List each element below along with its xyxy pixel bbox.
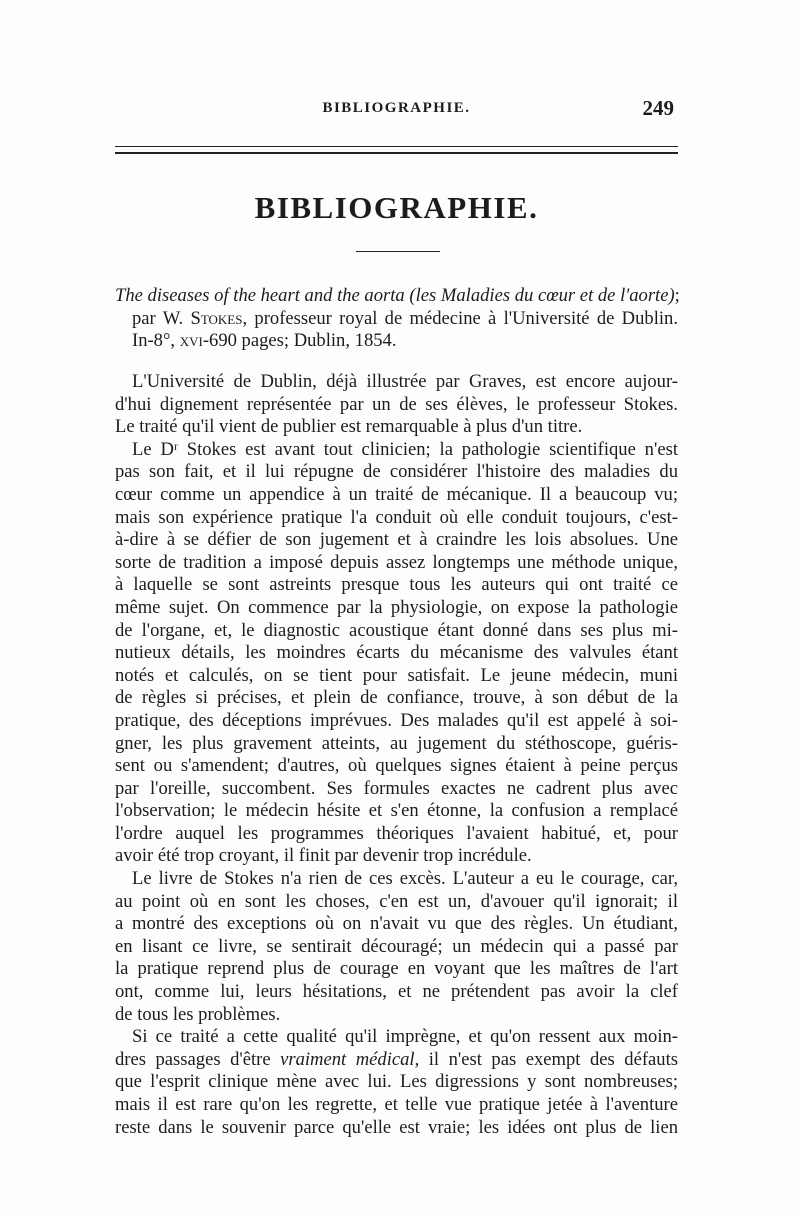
body-text bbox=[115, 371, 678, 1139]
paragraph-2-line-15: sent ou s'amendent; d'autres, où quelques signes étaient à peine perçus bbox=[115, 755, 678, 777]
paragraph-2-line-19: avoir été trop croyant, il finit par devenir trop incrédule. bbox=[115, 845, 532, 867]
paragraph-2-line-4: mais son expérience pratique l'a conduit où elle conduit toujours, c'est- bbox=[115, 506, 678, 528]
running-head bbox=[115, 96, 678, 124]
paragraph-2-line-18: l'ordre auquel les programmes théoriques l'avaient habitué, et, pour bbox=[115, 822, 678, 844]
paragraph-3-line-1: Le livre de Stokes n'a rien de ces excès. L'auteur a eu le courage, car, bbox=[132, 868, 678, 890]
paragraph-2-line-13: pratique, des déceptions imprévues. Des malades qu'il est appelé à soi- bbox=[115, 709, 678, 731]
book-title-french: (les Maladies du cœur et de l'aorte) bbox=[409, 285, 675, 306]
paragraph-2-line-6: sorte de tradition a imposé depuis assez longtemps une méthode unique, bbox=[115, 551, 678, 573]
author-name: Stokes bbox=[190, 307, 243, 329]
section-title: BIBLIOGRAPHIE. bbox=[254, 190, 539, 225]
page-number: 249 bbox=[642, 96, 674, 120]
paragraph-2-line-5: à-dire à se défier de son jugement et à craindre les lois absolues. Une bbox=[115, 529, 678, 551]
paragraph-4-line-5: reste dans le souvenir parce qu'elle est vraie; les idées ont plus de lien bbox=[115, 1116, 678, 1138]
paragraph-4-line-1: Si ce traité a cette qualité qu'il imprègne, et qu'on ressent aux moin- bbox=[132, 1026, 678, 1048]
paragraph-2-line-1: Le Dʳ Stokes est avant tout clinicien; la pathologie scientifique n'est bbox=[132, 438, 678, 460]
paragraph-2-line-17: l'observation; le médecin hésite et s'en étonne, la confusion a remplacé bbox=[115, 800, 678, 822]
paragraph-3-line-5: la pratique reprend plus de courage en voyant que les maîtres de l'art bbox=[115, 958, 678, 980]
paragraph-1-line-1: L'Université de Dublin, déjà illustrée par Graves, est encore aujour- bbox=[132, 371, 678, 392]
paragraph-2-line-8: même sujet. On commence par la physiologie, on expose la pathologie bbox=[115, 596, 678, 618]
italic-phrase: vraiment médical bbox=[280, 1048, 415, 1070]
bibliographic-reference bbox=[115, 285, 678, 353]
paragraph-3-line-7: de tous les problèmes. bbox=[115, 1003, 281, 1025]
paragraph-1-line-3: Le traité qu'il vient de publier est remarquable à plus d'un titre. bbox=[115, 416, 583, 438]
running-title: BIBLIOGRAPHIE. bbox=[322, 100, 471, 116]
header-double-rule bbox=[115, 146, 678, 154]
paragraph-2-line-14: gner, les plus gravement atteints, au jugement du stéthoscope, guéris- bbox=[115, 732, 678, 754]
paragraph-2-line-11: notés et calculés, on se tient pour satisfait. Le jeune médecin, muni bbox=[115, 664, 678, 686]
book-title-english: The diseases of the heart and the aorta bbox=[115, 285, 405, 306]
paragraph-1-line-2: d'hui dignement représentée par un de ses élèves, le professeur Stokes. bbox=[115, 393, 678, 415]
paragraph-2-line-7: à laquelle se sont astreints presque tous les auteurs qui ont traité ce bbox=[115, 574, 678, 596]
paragraph-4-line-2: dres passages d'être vraiment médical, il n'est pas exempt des défauts bbox=[115, 1048, 678, 1070]
paragraph-3-line-6: ont, comme lui, leurs hésitations, et ne prétendent pas avoir la clef bbox=[115, 981, 678, 1003]
paragraph-4-line-4: mais il est rare qu'on les regrette, et telle vue pratique jetée à l'aventure bbox=[115, 1094, 678, 1115]
paragraph-2-line-3: cœur comme un appendice à un traité de mécanique. Il a beaucoup vu; bbox=[115, 483, 678, 505]
paragraph-3-line-2: au point où en sont les choses, c'en est un, d'avouer qu'il ignorait; il bbox=[115, 890, 678, 912]
paragraph-2-line-16: par l'oreille, succombent. Ses formules exactes ne cadrent plus avec bbox=[115, 777, 678, 799]
paragraph-3-line-3: a montré des exceptions où on n'avait vu que des règles. Un étudiant, bbox=[115, 913, 678, 935]
paragraph-2-line-12: de règles si précises, et plein de confiance, trouve, à son début de la bbox=[115, 687, 678, 709]
reference-line-1: The diseases of the heart and the aorta (les Maladies du cœur et de l'aorte); bbox=[115, 285, 680, 306]
title-rule bbox=[356, 251, 440, 252]
paragraph-2-line-2: pas son fait, et il lui répugne de considérer l'histoire des maladies du bbox=[115, 461, 678, 483]
paragraph-4-line-3: que l'esprit clinique mène avec lui. Les digressions y sont nombreuses; bbox=[115, 1071, 678, 1093]
paragraph-2-line-10: nutieux détails, les moindres écarts du mécanisme des valvules étant bbox=[115, 642, 678, 664]
reference-line-3: In-8°, xvi-690 pages; Dublin, 1854. bbox=[132, 330, 397, 352]
paragraph-3-line-4: en lisant ce livre, se sentirait découragé; un médecin qui a passé par bbox=[115, 935, 678, 957]
paragraph-2-line-9: de l'organe, et, le diagnostic acoustique étant donné dans ses plus mi- bbox=[115, 619, 678, 641]
reference-line-2: par W. Stokes, professeur royal de médecine à l'Université de Dublin. bbox=[132, 307, 678, 329]
